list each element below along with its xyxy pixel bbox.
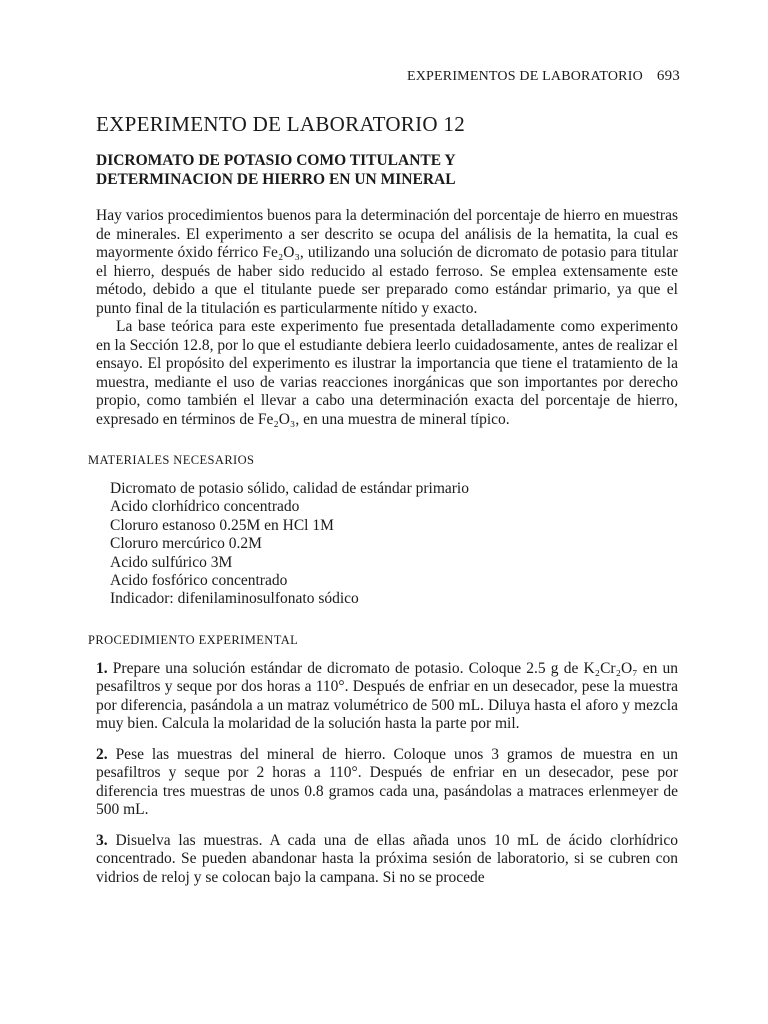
step-number: 1.: [96, 659, 108, 677]
step-text: Prepare una solución estándar de dicromato de potasio. Coloque 2.5 g de K₂Cr₂O₇ en un pesafiltros y seque por dos horas a 110°. Después de enfriar en un desecador, pese la muestra por diferencia, pasándola a un matraz volumétrico de 500 mL. Diluya hasta el aforo y mezcla muy bien. Calcula la molaridad de la solución hasta la parte por mil.: [96, 659, 678, 733]
chapter-title: EXPERIMENTO DE LABORATORIO 12: [96, 112, 466, 136]
procedure-step-1: [96, 660, 678, 734]
page-content: [88, 112, 679, 887]
page-number: 693: [656, 68, 680, 84]
subtitle-line-2: DETERMINACION DE HIERRO EN UN MINERAL: [96, 171, 456, 188]
materials-list: [96, 480, 678, 609]
material-item: Cloruro mercúrico 0.2M: [110, 535, 262, 553]
material-item: Indicador: difenilaminosulfonato sódico: [110, 590, 359, 608]
material-item: Dicromato de potasio sólido, calidad de estándar primario: [110, 480, 469, 497]
procedure-heading: PROCEDIMIENTO EXPERIMENTAL: [88, 632, 299, 647]
procedure-step-3: [96, 832, 678, 888]
material-item: Acido fosfórico concentrado: [110, 572, 288, 590]
subtitle-line-1: DICROMATO DE POTASIO COMO TITULANTE Y: [96, 152, 456, 169]
intro-paragraph-1: Hay varios procedimientos buenos para la determinación del porcentaje de hierro en muestras de minerales. El experimento a ser descrito se ocupa del análisis de la hematita, la cual es mayormente óxido férrico Fe₂O₃, utilizando una solución de dicromato de potasio para titular el hierro, después de haber sido reducido al estado ferroso. Se emplea extensamente este método, debido a que el titulante puede ser preparado como estándar primario, ya que el punto final de la titulación es particularmente nítido y exacto.: [96, 207, 678, 317]
step-number: 3.: [96, 831, 108, 849]
material-item: Acido clorhídrico concentrado: [110, 498, 300, 516]
materials-heading: MATERIALES NECESARIOS: [88, 453, 255, 467]
running-head: [407, 68, 680, 85]
procedure-step-2: [96, 746, 678, 820]
material-item: Acido sulfúrico 3M: [110, 553, 233, 571]
step-text: Disuelva las muestras. A cada una de ellas añada unos 10 mL de ácido clorhídrico concentrado. Se pueden abandonar hasta la próxima sesión de laboratorio, si se cubren con vidrios de reloj y se colocan bajo la campana. Si no se procede: [96, 831, 678, 886]
material-item: Cloruro estanoso 0.25M en HCl 1M: [110, 516, 334, 534]
step-number: 2.: [96, 745, 108, 763]
step-text: Pese las muestras del mineral de hierro. Coloque unos 3 gramos de muestra en un pesafiltros y seque por 2 horas a 110°. Después de enfriar en un desecador, pese por diferencia tres muestras de unos 0.8 gramos cada una, pasándolas a matraces erlenmeyer de 500 mL.: [96, 745, 679, 819]
running-head-title: EXPERIMENTOS DE LABORATORIO: [406, 69, 643, 84]
experiment-subtitle: [96, 151, 678, 189]
intro-paragraph-2: La base teórica para este experimento fue presentada detalladamente como experimento en la Sección 12.8, por lo que el estudiante debiera leerlo cuidadosamente, antes de realizar el ensayo. El propósito del experimento es ilustrar la importancia que tiene el tratamiento de la muestra, mediante el uso de varias reacciones inorgánicas que son importantes por derecho propio, como también el llevar a cabo una determinación exacta del porcentaje de hierro, expresado en términos de Fe₂O₃, en una muestra de mineral típico.: [96, 318, 678, 428]
